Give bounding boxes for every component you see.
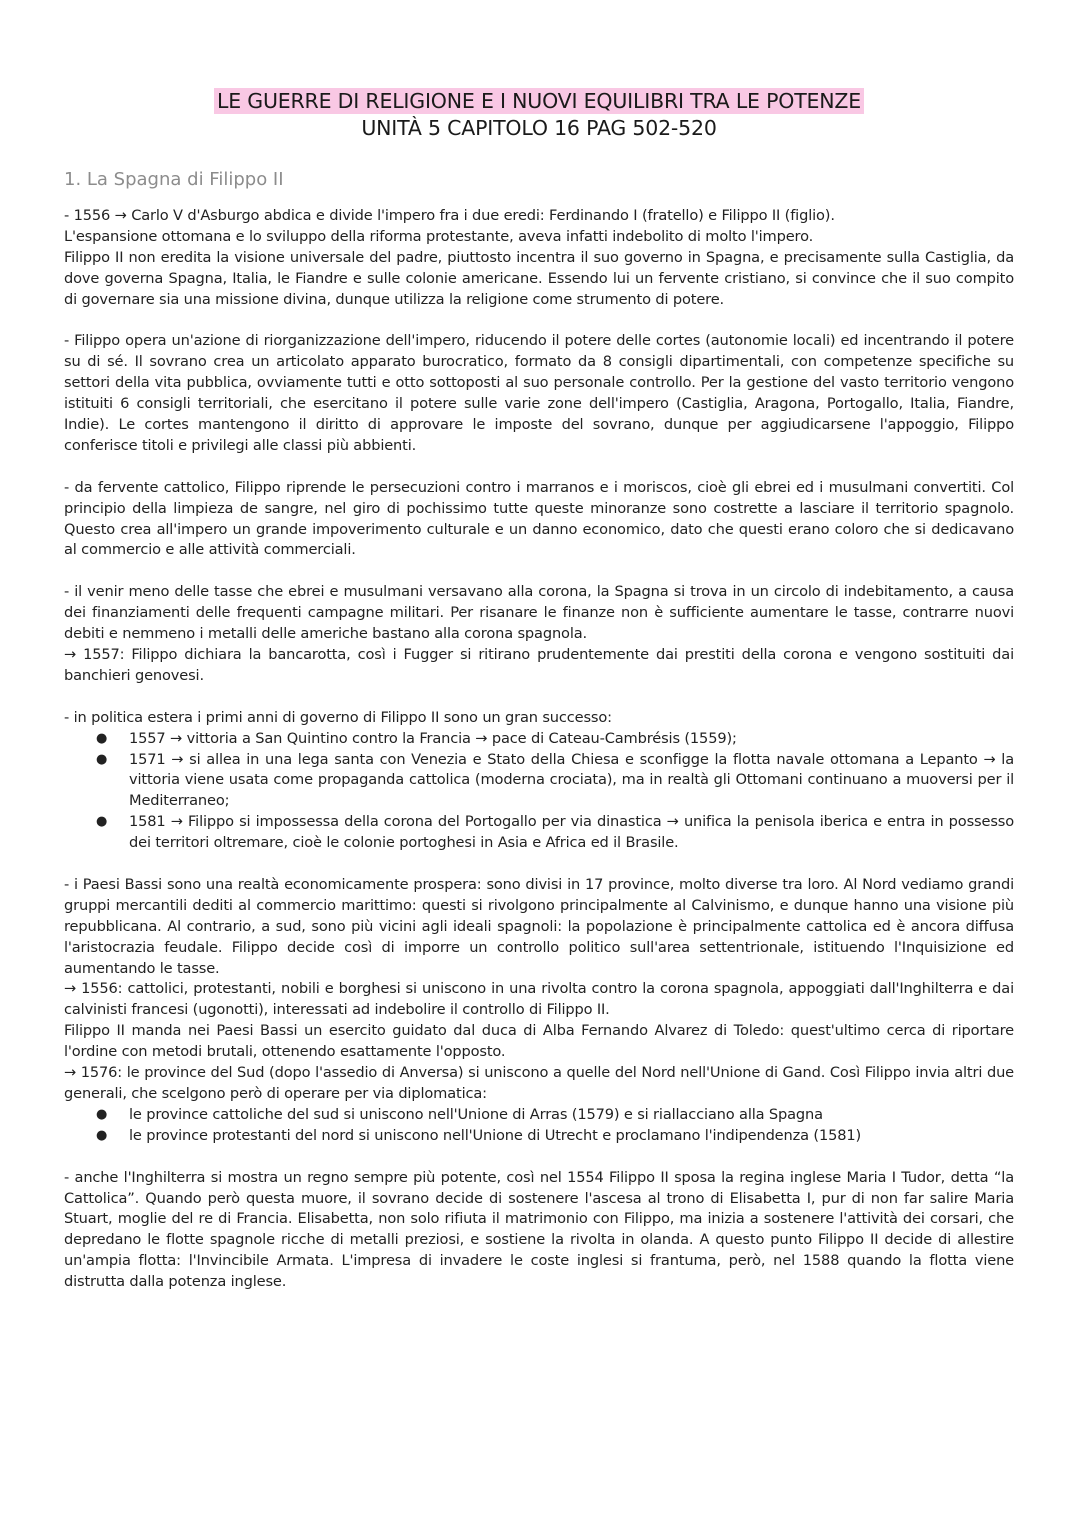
paragraph-england: - anche l'Inghilterra si mostra un regno sempre più potente, così nel 1554 Filippo II sposa la regina inglese Maria I Tudor, detta “la Cattolica”. Quando però questa muore, il sovrano decide di sostenere l'ascesa al trono di Elisabetta I, pur di non far salire Maria Stuart, moglie del re di Francia. Elisabetta, non solo rifiuta il matrimonio con Filippo, ma inizia a sostenere l'attività dei corsari, che depredano le flotte spagnole ricche di metalli preziosi, e sostiene la rivolta in olanda. A questo punto Filippo II decide di allestire un'ampia flotta: l'Invincibile Armata. L'impresa di invadere le coste inglesi si frantuma, però, nel 1588 quando la flotta viene distrutta dalla potenza inglese. [64, 1168, 1014, 1291]
paragraph-filippo-government: Filippo II non eredita la visione universale del padre, piuttosto incentra il suo governo in Spagna, e precisamente sulla Castiglia, da dove governa Spagna, Italia, le Fiandre e sulle colonie americane. Essendo lui un fervente cristiano, si convince che il suo compito di governare sia una missione divina, dunque utilizza la religione come strumento di potere. [64, 248, 1014, 308]
paragraph-union-of-gand: → 1576: le province del Sud (dopo l'assedio di Anversa) si uniscono a quelle del Nord nell'Unione di Gand. Così Filippo invia altri due generali, che scelgono però di operare per via diplomatica: [64, 1064, 1014, 1102]
document-page [64, 88, 1014, 1293]
paragraph-gap [64, 457, 1014, 478]
section-heading: 1. La Spagna di Filippo II [64, 169, 284, 190]
title-block [64, 88, 1014, 142]
paragraph-bankruptcy: → 1557: Filippo dichiara la bancarotta, così i Fugger si ritirano prudentemente dai prestiti della corona e vengono sostituiti dai banchieri genovesi. [64, 645, 1014, 684]
list-item-text: 1581 → Filippo si impossessa della corona del Portogallo per via dinastica → unifica la penisola iberica e entra in possesso dei territori oltremare, cioè le colonie portoghesi in Asia e Africa ed il Brasile. [129, 813, 1014, 852]
paragraph-gap [64, 854, 1014, 875]
paragraph-reorganization: - Filippo opera un'azione di riorganizzazione dell'impero, riducendo il potere delle cortes (autonomie locali) ed incentrando il potere su di sé. Il sovrano crea un articolato apparato burocratico, formato da 8 consigli dipartimentali, con competenze specifiche su settori della vita pubblica, ovviamente tutti e otto sottoposti al suo personale controllo. Per la gestione del vasto territorio vengono istituiti 6 consigli territoriali, che esercitano il potere sulle varie zone dell'impero (Castiglia, Aragona, Portogallo, Italia, Fiandre, Indie). Le cortes mantengono il diritto di approvare le imposte del sovrano, dunque per aggiudicarsene l'appoggio, Filippo conferisce titoli e privilegi alle classi più abbienti. [64, 332, 1014, 454]
bullet-icon: ● [96, 751, 108, 767]
bullet-icon: ● [96, 730, 108, 746]
document-title: LE GUERRE DI RELIGIONE E I NUOVI EQUILIBRI TRA LE POTENZE [214, 88, 864, 114]
list-item [96, 729, 1014, 750]
document-subtitle: UNITÀ 5 CAPITOLO 16 PAG 502-520 [361, 116, 717, 140]
list-item [96, 750, 1014, 813]
paragraph-netherlands: - i Paesi Bassi sono una realtà economicamente prospera: sono divisi in 17 province, molto diverse tra loro. Al Nord vediamo grandi gruppi mercantili dediti al commercio marittimo: questi si rivolgono principalmente al Calvinismo, e dunque hanno una visione più repubblicana. Al contrario, a sud, sono più vicini agli ideali spagnoli: la popolazione è principalmente cattolica ed è ancora diffusa l'aristocrazia feudale. Filippo decide così di imporre un controllo politico sull'area settentrionale, istituendo l'Inquisizione ed aumentando le tasse. [64, 875, 1014, 977]
paragraph-gap [64, 687, 1014, 708]
paragraph-duke-of-alba: Filippo II manda nei Paesi Bassi un esercito guidato dal duca di Alba Fernando Alvarez di Toledo: quest'ultimo cerca di riportare l'ordine con metodi brutali, ottenendo esattamente l'opposto. [64, 1022, 1014, 1061]
list-item [96, 1126, 1014, 1147]
list-item-text: le province cattoliche del sud si uniscono nell'Unione di Arras (1579) e si riallacciano alla Spagna [129, 1105, 823, 1123]
paragraph-indebtedness: - il venir meno delle tasse che ebrei e musulmani versavano alla corona, la Spagna si trova in un circolo di indebitamento, a causa dei finanziamenti delle frequenti campagne militari. Per risanare le finanze non è sufficiente aumentare le tasse, contrarre nuovi debiti e nemmeno i metalli delle americhe bastano alla corona spagnola. [64, 583, 1014, 643]
paragraph-gap [64, 561, 1014, 582]
bullet-icon: ● [96, 814, 108, 830]
list-item [96, 1105, 1014, 1126]
bullet-icon: ● [96, 1106, 108, 1122]
paragraph-ottoman-expansion: L'espansione ottomana e lo sviluppo della riforma protestante, aveva infatti indebolito di molto l'impero. [64, 227, 814, 245]
paragraph-abdication: - 1556 → Carlo V d'Asburgo abdica e divide l'impero fra i due eredi: Ferdinando I (fratello) e Filippo II (figlio). [64, 207, 835, 224]
paragraph-foreign-policy-intro: - in politica estera i primi anni di governo di Filippo II sono un gran successo: [64, 708, 612, 726]
paragraph-gap [64, 311, 1014, 332]
list-item-text: 1557 → vittoria a San Quintino contro la Francia → pace di Cateau-Cambrésis (1559); [129, 729, 737, 747]
bullet-icon: ● [96, 1127, 108, 1143]
paragraph-gap [64, 1147, 1014, 1168]
paragraph-revolt-1556: → 1556: cattolici, protestanti, nobili e borghesi si uniscono in una rivolta contro la corona spagnola, appoggiati dall'Inghilterra e dai calvinisti francesi (ugonotti), interessati ad indebolire il controllo di Filippo II. [64, 980, 1014, 1019]
list-item-text: le province protestanti del nord si uniscono nell'Unione di Utrecht e proclamano l'indipendenza (1581) [129, 1126, 862, 1144]
paragraph-persecutions: - da fervente cattolico, Filippo riprende le persecuzioni contro i marranos e i moriscos, cioè gli ebrei ed i musulmani convertiti. Col principio della limpieza de sangre, nel giro di pochissimo tutte queste minoranze sono costrette a lasciare il territorio spagnolo. Questo crea all'impero un grande impoverimento culturale e un danno economico, dato che questi erano coloro che si dedicavano al commercio e alle attività commerciali. [64, 478, 1014, 559]
netherlands-unions-list [64, 1105, 1014, 1147]
list-item [96, 812, 1014, 854]
foreign-policy-list [64, 729, 1014, 854]
list-item-text: 1571 → si allea in una lega santa con Venezia e Stato della Chiesa e sconfigge la flotta navale ottomana a Lepanto → la vittoria viene usata come propaganda cattolica (moderna crociata), ma in realtà gli Ottomani continuano a muoversi per il Mediterraneo; [129, 750, 1014, 810]
